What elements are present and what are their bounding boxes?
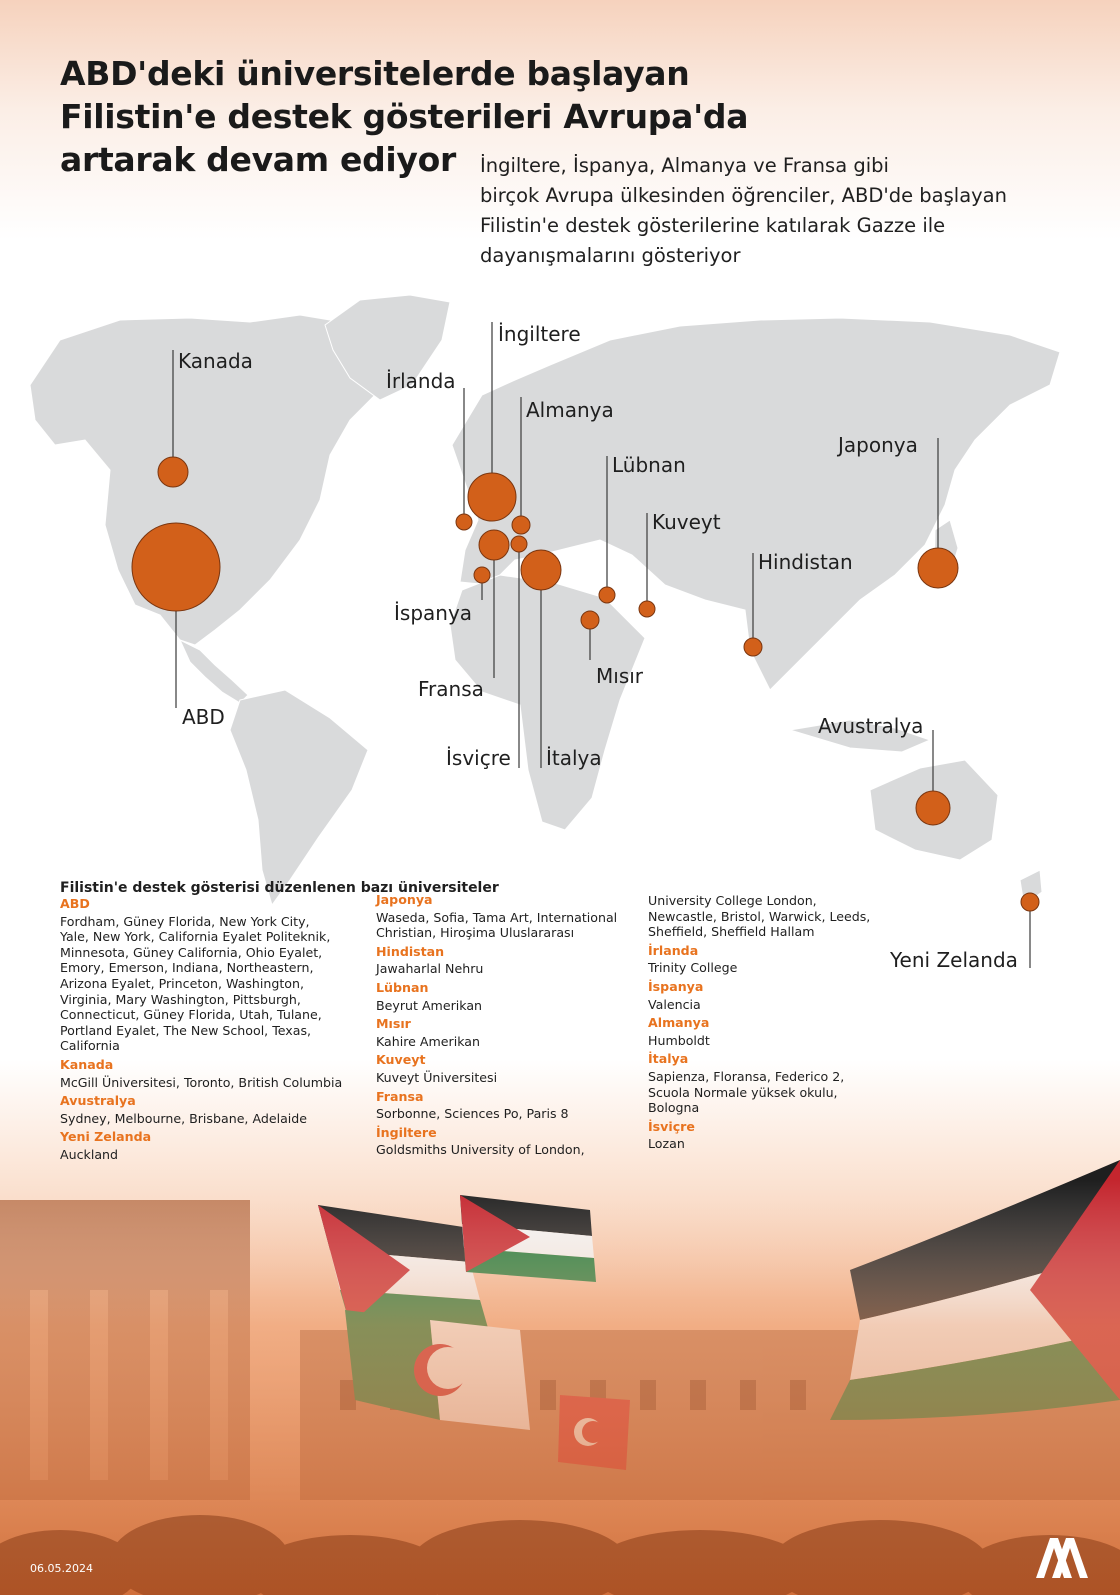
marker-almanya: [512, 516, 530, 534]
marker-abd: [132, 523, 220, 611]
university-line: Kahire Amerikan: [376, 1033, 480, 1049]
universities-column-1: [60, 893, 360, 1163]
university-line: Jawaharlal Nehru: [376, 961, 484, 977]
marker-avustralya: [916, 791, 950, 825]
subtitle: [480, 151, 1080, 271]
label-kanada: Kanada: [178, 349, 253, 373]
university-list: [376, 910, 636, 941]
university-line: Waseda, Sofia, Tama Art, International: [376, 909, 618, 925]
marker-yeni-zelanda: [1021, 893, 1039, 911]
label-misir: Mısır: [596, 664, 644, 688]
subtitle-line: birçok Avrupa ülkesinden öğrenciler, ABD'de başlayan: [480, 184, 1007, 207]
label-japonya: Japonya: [838, 433, 918, 457]
university-line: Goldsmiths University of London,: [376, 1142, 585, 1158]
university-line: Sapienza, Floransa, Federico 2,: [648, 1068, 845, 1084]
universities-column-3: [648, 891, 888, 1152]
university-line: Sorbonne, Sciences Po, Paris 8: [376, 1106, 569, 1122]
marker-misir: [581, 611, 599, 629]
university-line: Arizona Eyalet, Princeton, Washington,: [60, 975, 304, 991]
country-heading: Yeni Zelanda: [60, 1129, 152, 1145]
south-america-land: [230, 690, 368, 905]
university-line: Valencia: [648, 996, 701, 1012]
publish-date: 06.05.2024: [30, 1562, 93, 1575]
label-almanya: Almanya: [526, 398, 614, 422]
subtitle-line: Filistin'e destek gösterilerine katılarak Gazze ile: [480, 214, 946, 237]
country-heading: Fransa: [376, 1088, 424, 1104]
university-line: Christian, Hiroşima Uluslararası: [376, 925, 575, 941]
label-abd: ABD: [182, 705, 225, 729]
country-heading: İtalya: [648, 1051, 689, 1067]
university-line: Scuola Normale yüksek okulu,: [648, 1084, 838, 1100]
universities-column-2: [376, 889, 636, 1158]
university-line: Portland Eyalet, The New School, Texas,: [60, 1022, 312, 1038]
title-line: artarak devam ediyor: [60, 140, 456, 179]
university-list: [648, 1069, 888, 1116]
central-america-land: [180, 640, 248, 703]
label-irlanda: İrlanda: [386, 369, 456, 393]
label-ispanya: İspanya: [394, 601, 473, 625]
university-line: Connecticut, Güney Florida, Utah, Tulane,: [60, 1007, 322, 1023]
university-line: University College London,: [648, 893, 817, 908]
university-line: Virginia, Mary Washington, Pittsburgh,: [60, 991, 301, 1007]
university-line: Sydney, Melbourne, Brisbane, Adelaide: [60, 1110, 308, 1126]
label-ingiltere: İngiltere: [498, 322, 581, 346]
country-heading: İrlanda: [648, 942, 699, 958]
marker-kanada: [158, 457, 188, 487]
marker-japonya: [918, 548, 958, 588]
country-heading: Hindistan: [376, 943, 445, 959]
marker-irlanda: [456, 514, 472, 530]
photo-tint: [0, 1180, 1120, 1595]
university-line: Kuveyt Üniversitesi: [376, 1069, 498, 1085]
university-line: Trinity College: [648, 960, 738, 976]
country-heading: Kuveyt: [376, 1052, 426, 1068]
university-line: Beyrut Amerikan: [376, 997, 483, 1013]
university-line: Minnesota, Güney California, Ohio Eyalet,: [60, 944, 323, 960]
university-line: Humboldt: [648, 1032, 710, 1048]
university-line: Emory, Emerson, Indiana, Northeastern,: [60, 960, 314, 976]
country-heading: ABD: [60, 896, 90, 911]
marker-hindistan: [744, 638, 762, 656]
universities-title: Filistin'e destek gösterisi düzenlenen bazı üniversiteler: [60, 880, 499, 896]
label-avustralya: Avustralya: [818, 714, 924, 738]
university-list: [60, 914, 360, 1054]
university-line: Lozan: [648, 1136, 685, 1152]
africa-land: [450, 575, 645, 830]
protest-photo: [0, 1180, 1120, 1595]
label-kuveyt: Kuveyt: [652, 510, 721, 534]
marker-ingiltere: [468, 473, 516, 521]
label-hindistan: Hindistan: [758, 550, 853, 574]
marker-lubnan: [599, 587, 615, 603]
university-line: McGill Üniversitesi, Toronto, British Columbia: [60, 1074, 343, 1090]
university-line: California: [60, 1038, 120, 1054]
country-heading: Almanya: [648, 1015, 710, 1031]
marker-ispanya: [474, 567, 490, 583]
label-italya: İtalya: [546, 746, 602, 770]
university-line: Yale, New York, California Eyalet Politeknik,: [60, 929, 331, 945]
university-line: Fordham, Güney Florida, New York City,: [60, 913, 310, 929]
university-line: Bologna: [648, 1100, 700, 1116]
country-heading: İngiltere: [376, 1124, 437, 1140]
country-heading: Kanada: [60, 1056, 114, 1072]
title-line: Filistin'e destek gösterileri Avrupa'da: [60, 97, 749, 136]
country-heading: İsviçre: [648, 1118, 695, 1134]
university-line: Sheffield, Sheffield Hallam: [648, 924, 815, 940]
subtitle-line: İngiltere, İspanya, Almanya ve Fransa gibi: [480, 154, 889, 177]
subtitle-line: dayanışmalarını gösteriyor: [480, 244, 741, 267]
label-isvicre: İsviçre: [446, 746, 511, 770]
country-heading: Japonya: [376, 892, 433, 907]
marker-italya: [521, 550, 561, 590]
aa-logo-icon: [1032, 1532, 1088, 1582]
marker-fransa: [479, 530, 509, 560]
country-heading: Mısır: [376, 1016, 411, 1032]
country-heading: İspanya: [648, 978, 704, 994]
country-heading: Lübnan: [376, 979, 429, 995]
marker-kuveyt: [639, 601, 655, 617]
title-line: ABD'deki üniversitelerde başlayan: [60, 54, 690, 93]
label-lubnan: Lübnan: [612, 453, 686, 477]
label-yeni-zelanda: Yeni Zelanda: [890, 948, 1018, 972]
marker-isvicre: [511, 536, 527, 552]
university-line: Newcastle, Bristol, Warwick, Leeds,: [648, 908, 871, 924]
university-line: Auckland: [60, 1146, 119, 1162]
university-list: [648, 893, 888, 940]
label-fransa: Fransa: [418, 677, 484, 701]
country-heading: Avustralya: [60, 1093, 136, 1109]
